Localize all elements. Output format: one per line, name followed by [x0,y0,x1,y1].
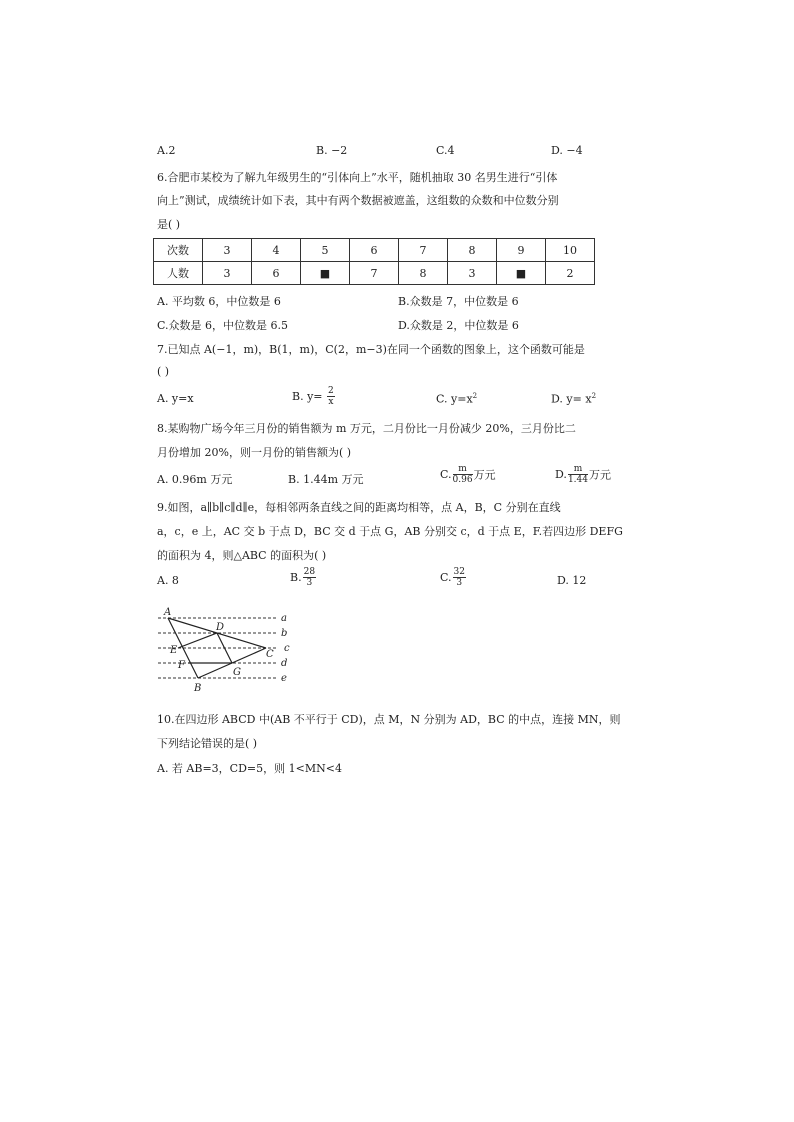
q9-option-c [440,567,467,588]
masked-cell: ■ [497,262,546,285]
q9-line-3: 的面积为 4，则△ABC 的面积为( ) [157,549,327,562]
q8-option-c-prefix: C. [440,468,452,481]
q7-option-c-text: C. y=x [436,392,473,406]
q7-option-a: A. y=x [157,392,194,405]
q10-line-1: 10.在四边形 ABCD 中(AB 不平行于 CD)，点 M，N 分别为 AD，BC 的中点，连接 MN，则 [157,713,621,726]
q6-line-2: 向上”测试，成绩统计如下表，其中有两个数据被遮盖，这组数的众数和中位数分别 [157,194,559,207]
table-header-cell: 人数 [154,262,203,285]
fraction-numerator: m [453,464,473,475]
segment-de [178,633,217,648]
q5-option-a: A.2 [157,144,176,157]
q8-option-b: B. 1.44m 万元 [288,473,364,486]
q9-option-b-prefix: B. [290,571,302,584]
q7-option-c [436,392,477,406]
label-line-d: d [281,658,288,669]
label-point-d: D [216,622,225,633]
q9-geometry-figure [150,605,300,695]
table-cell: 3 [203,262,252,285]
q8-option-d-suffix: 万元 [588,468,611,482]
q6-option-a: A. 平均数 6，中位数是 6 [157,295,281,308]
q9-option-d: D. 12 [557,574,587,587]
table-cell: 2 [546,262,595,285]
table-cell: 3 [203,239,252,262]
q8-line-1: 8.某购物广场今年三月份的销售额为 m 万元，二月份比一月份减少 20%，三月份比二 [157,422,576,435]
q10-line-2: 下列结论错误的是( ) [157,737,258,750]
label-point-f: F [178,660,185,671]
q8-option-d-prefix: D. [555,468,567,481]
table-cell: 9 [497,239,546,262]
q7-option-b [292,386,336,407]
q9-option-a: A. 8 [157,574,179,587]
label-point-a: A [164,607,172,618]
q8-option-c-suffix: 万元 [473,468,496,482]
q9-option-b [290,567,317,588]
q5-option-c: C.4 [436,144,455,157]
table-cell: 3 [448,262,497,285]
q5-option-d: D. −4 [551,144,583,157]
q9-line-1: 9.如图，a∥b∥c∥d∥e，每相邻两条直线之间的距离均相等，点 A，B，C 分别在直线 [157,501,561,514]
q8-line-2: 月份增加 20%，则一月份的销售额为( ) [157,446,352,459]
label-point-g: G [233,667,241,678]
fraction-numerator: 32 [453,567,465,577]
fraction-numerator: 28 [303,567,316,577]
fraction [453,464,473,485]
q6-option-c: C.众数是 6，中位数是 6.5 [157,319,289,332]
q9-line-2: a，c，e 上，AC 交 b 于点 D，BC 交 d 于点 G，AB 分别交 c，d 于点 E，F.若四边形 DEFG [157,525,623,538]
label-line-b: b [281,628,288,639]
q8-option-c [440,464,496,485]
q9-option-c-prefix: C. [440,571,452,584]
table-cell: 6 [350,239,399,262]
fraction-denominator: x [328,397,334,407]
table-cell: 7 [350,262,399,285]
label-point-c: C [266,649,274,660]
q6-option-b: B.众数是 7，中位数是 6 [398,295,519,308]
q7-option-b-prefix: B. y= [292,390,327,403]
q7-option-d [551,392,596,406]
fraction [453,567,466,588]
q7-line-1: 7.已知点 A(−1，m)，B(1，m)，C(2，m−3)在同一个函数的图象上，这个函数可能是 [157,343,585,356]
table-cell: 4 [252,239,301,262]
fraction-denominator: 1.44 [567,475,588,485]
label-line-e: e [281,673,287,684]
q5-option-b: B. −2 [316,144,348,157]
table-row [154,262,595,285]
fraction-denominator: 3 [306,578,313,588]
q8-option-d [555,464,611,485]
fraction-denominator: 0.96 [452,475,473,485]
q7-line-2: ( ) [157,365,170,378]
table-row [154,239,595,262]
table-cell: 6 [252,262,301,285]
q6-stats-table [153,238,595,285]
table-header-cell: 次数 [154,239,203,262]
fraction-numerator: 2 [328,386,334,396]
label-line-a: a [281,613,287,624]
q7-option-d-text: D. y= x [551,392,592,406]
q6-line-1: 6.合肥市某校为了解九年级男生的“引体向上”水平，随机抽取 30 名男生进行“引体 [157,171,558,184]
table-cell: 7 [399,239,448,262]
fraction [568,464,588,485]
q6-line-3: 是( ) [157,218,181,231]
label-point-e: E [170,645,178,656]
exponent: 2 [591,392,597,400]
exponent: 2 [472,392,478,400]
fraction-numerator: m [568,464,588,475]
label-point-b: B [194,683,202,694]
table-cell: 10 [546,239,595,262]
q6-option-d: D.众数是 2，中位数是 6 [398,319,519,332]
q8-option-a: A. 0.96m 万元 [157,473,233,486]
label-line-c: c [284,643,290,654]
fraction [303,567,316,588]
table-cell: 5 [301,239,350,262]
table-cell: 8 [448,239,497,262]
fraction [327,386,335,407]
q10-option-a: A. 若 AB=3，CD=5，则 1<MN<4 [157,762,342,775]
fraction-denominator: 3 [456,578,463,588]
masked-cell: ■ [301,262,350,285]
table-cell: 8 [399,262,448,285]
